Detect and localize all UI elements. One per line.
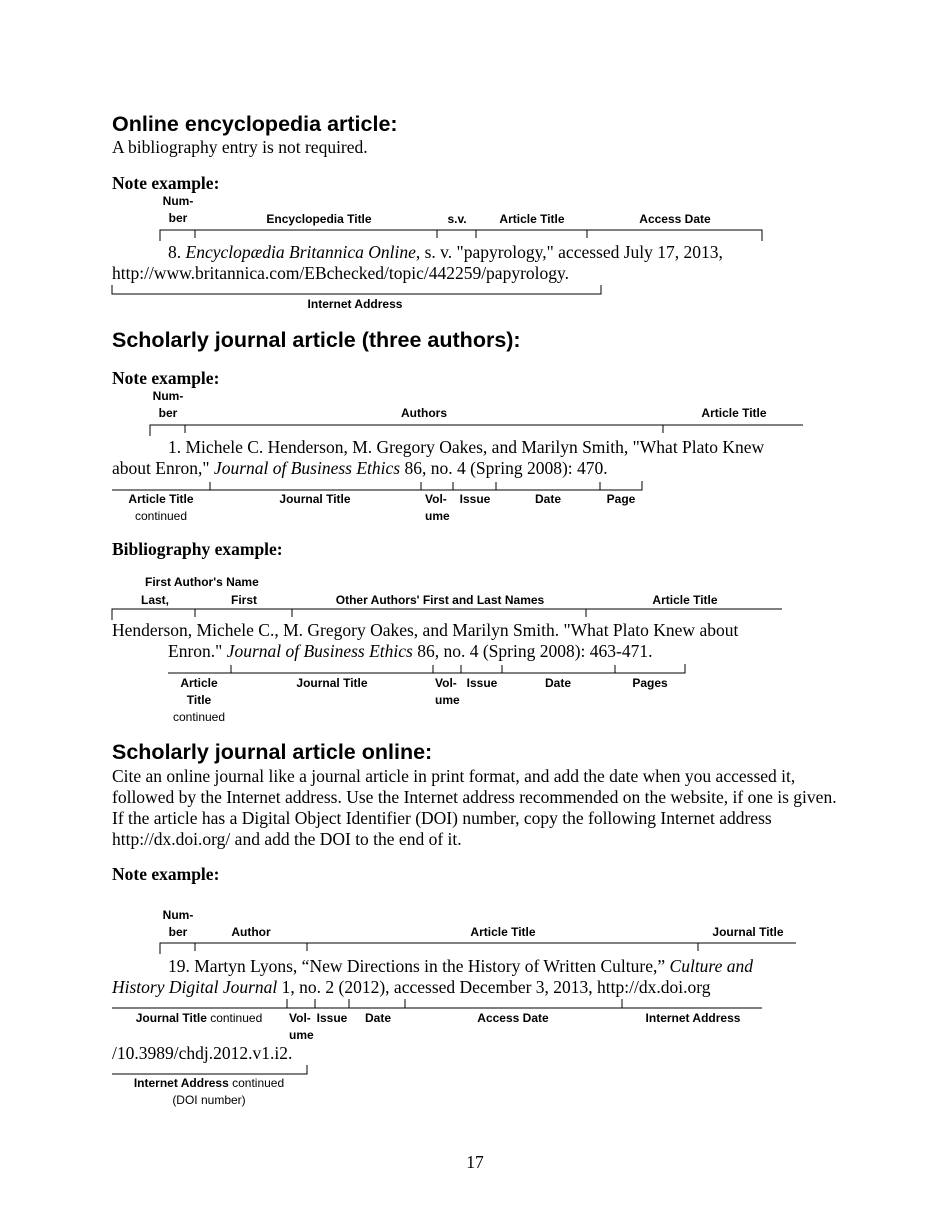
label-author: Author — [231, 925, 271, 939]
label-encyclopedia-title: Encyclopedia Title — [266, 212, 372, 226]
online-journal-paragraph: Cite an online journal like a journal article in print format, and add the date when you accessed it, followed by the Internet address. Use the Internet address recommended on the website, if one is given. If the article has a Digital Object Identifier (DOI) number, copy the following Internet address http://dx.doi.org/ and add the DOI to the end of it. — [112, 766, 837, 849]
label-article-title: Article Title — [652, 593, 718, 607]
journal-note-line-2: about Enron," Journal of Business Ethics 86, no. 4 (Spring 2008): 470. — [112, 458, 608, 478]
heading-online-journal: Scholarly journal article online: — [112, 740, 433, 764]
bibliography-example-heading: Bibliography example: — [112, 539, 283, 559]
label-internet-address: Internet Address — [307, 297, 403, 311]
label-sv: s.v. — [447, 212, 467, 226]
label-access-date: Access Date — [639, 212, 711, 226]
label-issue: Issue — [466, 676, 498, 690]
label-article-title: Article Title — [470, 925, 536, 939]
encyclopedia-note-line-2: http://www.britannica.com/EBchecked/topic/442259/papyrology. — [112, 263, 569, 283]
label-authors: Authors — [401, 406, 447, 420]
label-volume: Vol- ume — [425, 492, 450, 523]
label-first: First — [230, 593, 257, 607]
encyclopedia-intro: A bibliography entry is not required. — [112, 137, 368, 157]
online-note-line-1: 19. Martyn Lyons, “New Directions in the History of Written Culture,” Culture and — [168, 956, 753, 976]
journal-bib-line-2: Enron." Journal of Business Ethics 86, no. 4 (Spring 2008): 463-471. — [168, 641, 653, 661]
label-article-title-continued: Article Title continued — [172, 676, 226, 724]
label-pages: Pages — [632, 676, 668, 690]
label-issue: Issue — [316, 1011, 348, 1025]
label-article-title: Article Title — [701, 406, 767, 420]
label-date: Date — [544, 676, 571, 690]
label-article-title: Article Title — [499, 212, 565, 226]
page-number: 17 — [466, 1152, 484, 1172]
label-journal-title: Journal Title — [712, 925, 784, 939]
label-number: Num- ber — [152, 389, 184, 420]
label-journal-title-continued: Journal Title continued — [135, 1011, 263, 1025]
label-internet-address-continued: Internet Address continued (DOI number) — [133, 1076, 285, 1107]
label-date: Date — [364, 1011, 391, 1025]
journal-bib-line-1: Henderson, Michele C., M. Gregory Oakes, and Marilyn Smith. "What Plato Knew about — [112, 620, 739, 640]
label-number: Num- ber — [162, 194, 194, 225]
label-access-date: Access Date — [477, 1011, 549, 1025]
heading-encyclopedia: Online encyclopedia article: — [112, 112, 398, 136]
journal-note-line-1: 1. Michele C. Henderson, M. Gregory Oakes, and Marilyn Smith, "What Plato Knew — [168, 437, 765, 457]
label-number: Num- ber — [162, 908, 194, 939]
note-example-heading: Note example: — [112, 173, 220, 193]
online-note-line-2: History Digital Journal 1, no. 2 (2012), accessed December 3, 2013, http://dx.doi.org — [112, 977, 711, 997]
label-other-authors: Other Authors' First and Last Names — [335, 593, 545, 607]
label-date: Date — [534, 492, 561, 506]
label-first-author-name: First Author's Name — [145, 575, 259, 589]
label-journal-title: Journal Title — [296, 676, 368, 690]
heading-journal: Scholarly journal article (three authors): — [112, 328, 521, 352]
label-issue: Issue — [459, 492, 491, 506]
online-note-line-3: /10.3989/chdj.2012.v1.i2. — [112, 1043, 293, 1063]
label-volume: Vol- ume — [289, 1011, 314, 1042]
label-article-title-continued: Article Title continued — [128, 492, 194, 523]
label-internet-address: Internet Address — [645, 1011, 741, 1025]
label-volume: Vol- ume — [435, 676, 460, 707]
label-page: Page — [606, 492, 636, 506]
note-example-heading-3: Note example: — [112, 864, 220, 884]
label-last: Last, — [140, 593, 169, 607]
note-example-heading-2: Note example: — [112, 368, 220, 388]
encyclopedia-note-line-1: 8. Encyclopædia Britannica Online, s. v. "papyrology," accessed July 17, 2013, — [168, 242, 723, 262]
label-journal-title: Journal Title — [279, 492, 351, 506]
